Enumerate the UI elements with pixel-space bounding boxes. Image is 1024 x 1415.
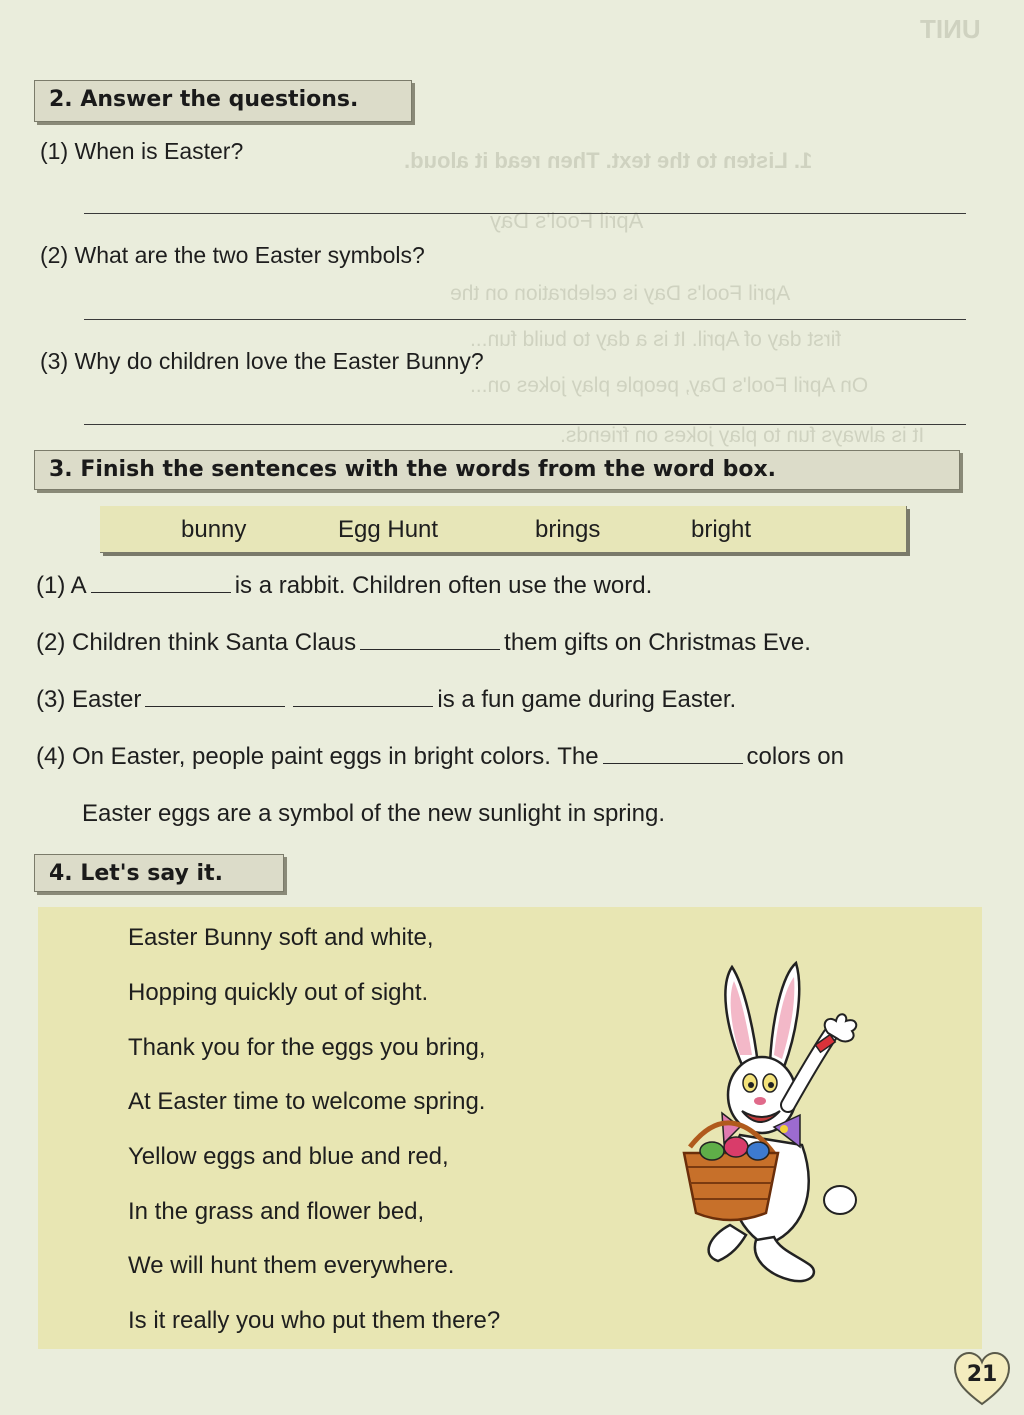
blank-1[interactable]	[91, 574, 231, 593]
sentence-4	[36, 743, 844, 771]
sentence-1-end: is a rabbit. Children often use the word.	[234, 572, 653, 599]
blank-3b[interactable]	[293, 688, 433, 707]
word-bright: bright	[691, 516, 752, 543]
sentence-3-end: is a fun game during Easter.	[437, 686, 737, 713]
answer-line-1[interactable]	[84, 213, 966, 214]
sentence-4-end: colors on	[746, 743, 844, 770]
poem-line: Easter Bunny soft and white,	[128, 924, 434, 951]
word-bunny: bunny	[181, 516, 247, 543]
answer-line-2[interactable]	[84, 319, 966, 320]
ghost-line: April Fool's Day is celebration on the	[450, 282, 791, 305]
poem-line: Hopping quickly out of sight.	[128, 979, 429, 1006]
poem-line: In the grass and flower bed,	[128, 1198, 425, 1225]
page-number-badge	[953, 1350, 1011, 1408]
blank-3a[interactable]	[145, 688, 285, 707]
word-egg-hunt: Egg Hunt	[338, 516, 439, 543]
sentence-3-start: (3) Easter	[36, 686, 142, 713]
poem-line: Yellow eggs and blue and red,	[128, 1143, 449, 1170]
sentence-2-start: (2) Children think Santa Claus	[36, 629, 357, 656]
sentence-4-start: (4) On Easter, people paint eggs in bright colors. The	[36, 743, 599, 770]
page-number: 21	[966, 1362, 998, 1387]
sentence-1-start: (1) A	[36, 572, 87, 599]
answer-line-3[interactable]	[84, 424, 966, 425]
poem-line: Thank you for the eggs you bring,	[128, 1034, 486, 1061]
section-4-header: 4. Let's say it.	[34, 854, 284, 892]
section-3-header: 3. Finish the sentences with the words from the word box.	[34, 450, 960, 490]
poem-line: At Easter time to welcome spring.	[128, 1088, 486, 1115]
sentence-2	[36, 629, 811, 657]
sentence-1	[36, 572, 652, 600]
ghost-line: It is always fun to play jokes on friends.	[560, 424, 925, 447]
question-1: (1) When is Easter?	[40, 138, 244, 164]
poem-line: Is it really you who put them there?	[128, 1307, 501, 1334]
ghost-heading: 1. Listen to the text. Then read it aloud.	[404, 148, 813, 173]
sentence-4-continued: Easter eggs are a symbol of the new sunlight in spring.	[82, 800, 665, 827]
poem-line: We will hunt them everywhere.	[128, 1252, 455, 1279]
question-2: (2) What are the two Easter symbols?	[40, 242, 425, 268]
ghost-line: first day of April. It is a day to build fun...	[470, 328, 842, 351]
ghost-line: On April Fool's Day, people play jokes on...	[470, 374, 869, 397]
blank-2[interactable]	[360, 631, 500, 650]
ghost-unit-label: UNIT	[920, 14, 981, 44]
easter-bunny-illustration	[670, 955, 870, 1300]
sentence-3	[36, 686, 736, 714]
ghost-title: April Fool's Day	[490, 208, 644, 233]
blank-4[interactable]	[603, 745, 743, 764]
question-3: (3) Why do children love the Easter Bunny?	[40, 348, 484, 374]
sentence-2-end: them gifts on Christmas Eve.	[504, 629, 811, 656]
word-brings: brings	[535, 516, 601, 543]
section-2-header: 2. Answer the questions.	[34, 80, 412, 122]
word-box	[100, 506, 907, 553]
